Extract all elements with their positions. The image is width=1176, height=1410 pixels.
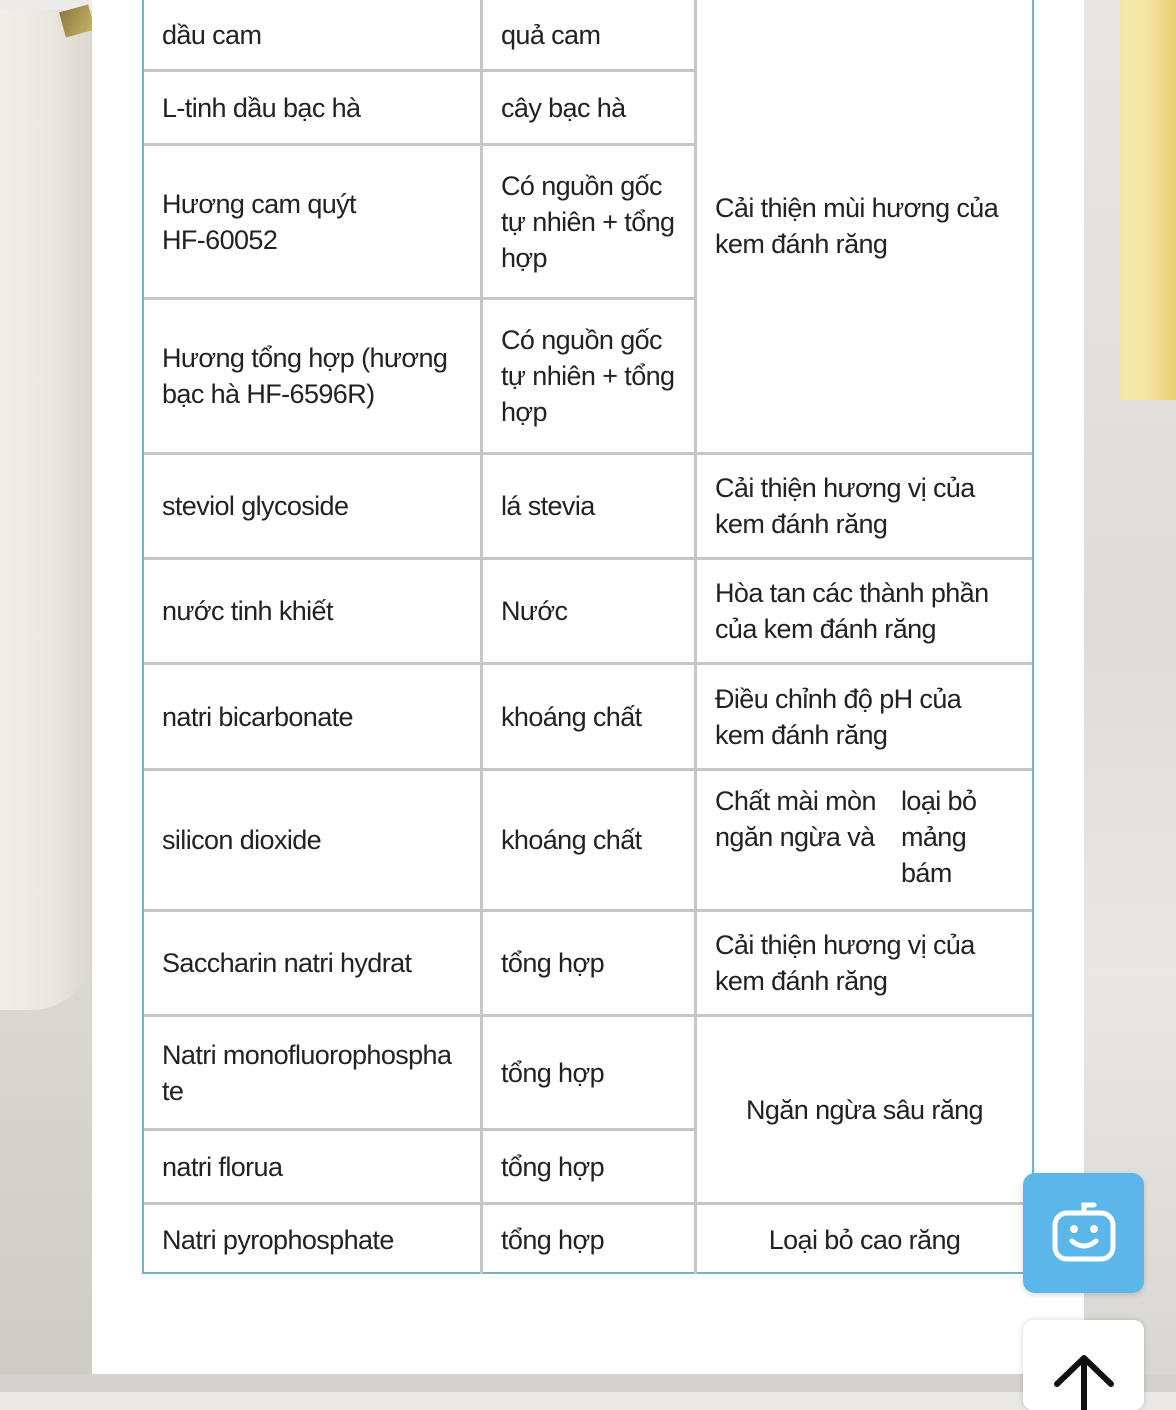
table-cell-ingredient: Hương cam quýt HF-60052 xyxy=(144,146,483,300)
purpose-text-part-2: loại bỏ mảng bám xyxy=(901,786,977,888)
table-cell-source: tổng hợp xyxy=(483,1131,697,1205)
arrow-up-icon xyxy=(1049,1350,1119,1410)
table-cell-source: cây bạc hà xyxy=(483,72,697,146)
table-cell-purpose: Điều chỉnh độ pH của kem đánh răng xyxy=(697,665,1032,771)
purpose-text-part-1: Chất mài mòn ngăn ngừa và xyxy=(715,786,876,852)
table-cell-source: khoáng chất xyxy=(483,665,697,771)
table-cell-source: Nước xyxy=(483,560,697,665)
table-cell-ingredient: Natri monofluorophosphate xyxy=(144,1017,483,1131)
table-cell-source: khoáng chất xyxy=(483,771,697,912)
table-cell-source: Có nguồn gốc tự nhiên + tổng hợp xyxy=(483,146,697,300)
chat-bot-button[interactable] xyxy=(1023,1173,1144,1293)
table-cell-ingredient: silicon dioxide xyxy=(144,771,483,912)
table-cell-ingredient: steviol glycoside xyxy=(144,455,483,560)
table-cell-ingredient: natri bicarbonate xyxy=(144,665,483,771)
table-cell-source: quả cam xyxy=(483,0,697,72)
table-cell-purpose xyxy=(697,771,1032,912)
background-pouch-image xyxy=(0,10,92,1010)
table-cell-purpose: Cải thiện hương vị của kem đánh răng xyxy=(697,455,1032,560)
table-cell-ingredient: dầu cam xyxy=(144,0,483,72)
table-cell-source: lá stevia xyxy=(483,455,697,560)
table-cell-purpose: Hòa tan các thành phần của kem đánh răng xyxy=(697,560,1032,665)
table-cell-purpose: Cải thiện mùi hương của kem đánh răng xyxy=(697,0,1032,455)
robot-face-icon xyxy=(1052,1201,1116,1265)
ingredients-table xyxy=(142,0,1034,1274)
scroll-to-top-button[interactable] xyxy=(1023,1320,1144,1410)
table-cell-source: tổng hợp xyxy=(483,1017,697,1131)
table-cell-purpose: Ngăn ngừa sâu răng xyxy=(697,1017,1032,1205)
table-cell-ingredient: Hương tổng hợp (hương bạc hà HF-6596R) xyxy=(144,300,483,455)
table-cell-ingredient: Natri pyrophosphate xyxy=(144,1205,483,1274)
table-cell-source: Có nguồn gốc tự nhiên + tổng hợp xyxy=(483,300,697,455)
table-cell-ingredient: nước tinh khiết xyxy=(144,560,483,665)
background-bottom xyxy=(0,1374,1176,1392)
table-cell-ingredient: Saccharin natri hydrat xyxy=(144,912,483,1017)
table-cell-ingredient: L-tinh dầu bạc hà xyxy=(144,72,483,146)
table-cell-purpose: Cải thiện hương vị của kem đánh răng xyxy=(697,912,1032,1017)
table-cell-ingredient: natri florua xyxy=(144,1131,483,1205)
table-cell-source: tổng hợp xyxy=(483,912,697,1017)
table-cell-purpose: Loại bỏ cao răng xyxy=(768,1224,961,1255)
background-bottle-image xyxy=(1120,0,1176,400)
table-cell-source: tổng hợp xyxy=(483,1205,697,1274)
